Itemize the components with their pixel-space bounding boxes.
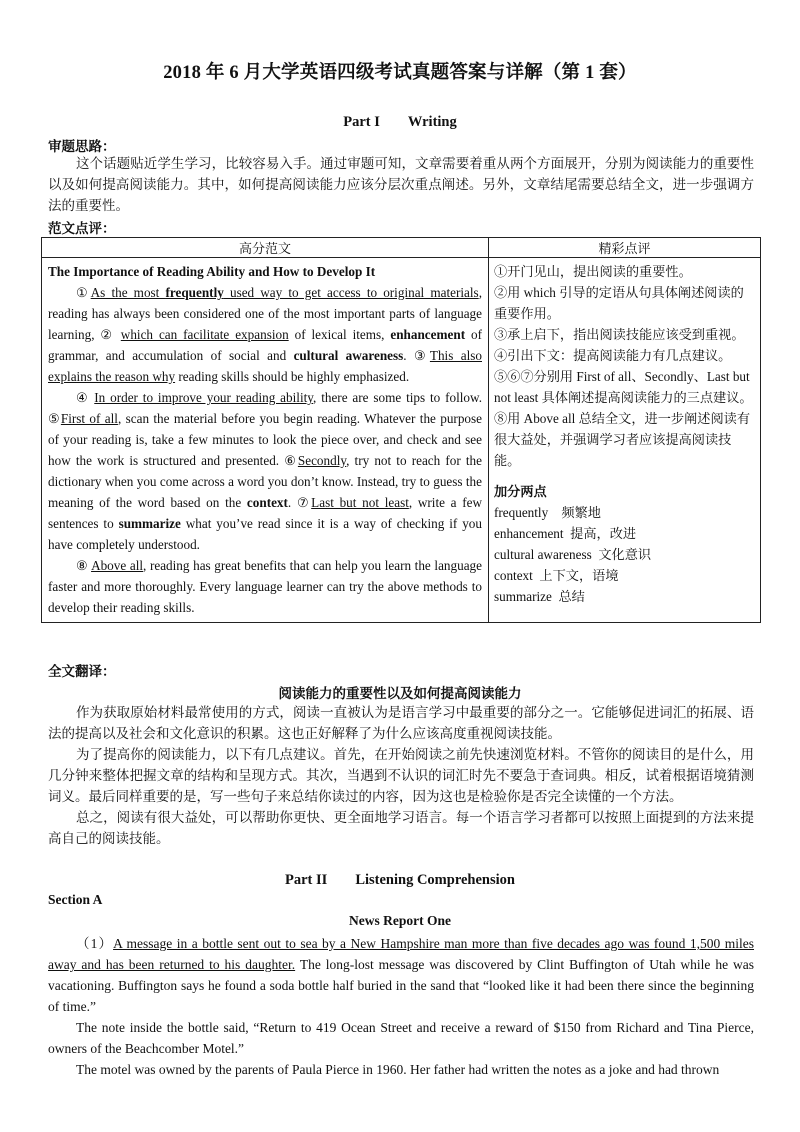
news-paragraph-3: The motel was owned by the parents of Paula Pierce in 1960. Her father had written the notes as a joke and had thrown bbox=[76, 1062, 720, 1077]
bonus-item bbox=[494, 565, 755, 586]
bold-word-frequently: frequently bbox=[165, 285, 224, 300]
bold-word-summarize: summarize bbox=[118, 516, 181, 531]
essay-paragraph-3 bbox=[48, 555, 482, 618]
comment-cell bbox=[489, 258, 761, 623]
document-title: 2018 年 6 月大学英语四级考试真题答案与详解（第 1 套） bbox=[163, 63, 637, 83]
marker-7: ⑦ bbox=[296, 495, 312, 510]
analysis-label: 审题思路： bbox=[48, 139, 116, 154]
underlined-phrase-8: Above all bbox=[91, 558, 144, 573]
marker-1: ① bbox=[76, 285, 91, 300]
part1-number: Part I bbox=[343, 114, 380, 130]
comment-column-header: 精彩点评 bbox=[489, 238, 761, 258]
underlined-phrase-4: In order to improve your reading ability bbox=[94, 390, 314, 405]
marker-3: ③ bbox=[413, 348, 430, 363]
bonus-term: cultural awareness bbox=[494, 547, 592, 562]
bonus-term: enhancement bbox=[494, 526, 564, 541]
comment-item: ①开门见山，提出阅读的重要性。 bbox=[494, 264, 692, 279]
bonus-meaning: 频繁地 bbox=[561, 505, 601, 520]
part1-name: Writing bbox=[407, 114, 457, 130]
marker-2: ② bbox=[100, 327, 115, 342]
bonus-meaning: 总结 bbox=[558, 589, 585, 604]
essay-text: of lexical items, bbox=[288, 327, 391, 342]
translation-title: 阅读能力的重要性以及如何提高阅读能力 bbox=[278, 686, 522, 701]
bonus-item bbox=[494, 544, 755, 565]
news-paragraph-2: The note inside the bottle said, “Return to 419 Ocean Street and receive a reward of $150 from Richard and Tina Pierce, owners of the Beachcomber Motel.” bbox=[48, 1020, 754, 1056]
part1-heading bbox=[0, 114, 800, 131]
part2-name: Listening Comprehension bbox=[355, 872, 515, 888]
essay-text: , reading has always been considered one of the most important parts of language learning, bbox=[48, 285, 482, 342]
news-report-title: News Report One bbox=[349, 913, 451, 928]
analysis-text: 这个话题贴近学生学习，比较容易入手。通过审题可知，文章需要着重从两个方面展开，分别为阅读能力的重要性以及如何提高阅读能力。其中，如何提高阅读能力应该分层次重点阐述。另外，文章结尾需要总结全文，进一步强调方法的重要性。 bbox=[48, 156, 754, 213]
bold-word-enhancement: enhancement bbox=[390, 327, 466, 342]
essay-text: , scan the material before you begin reading. Whatever the purpose of your reading is, take a few minutes to look the piece over, and check and see how the work is structured and presented. bbox=[48, 411, 482, 468]
essay-text: , write a few sentences to bbox=[48, 495, 483, 531]
marker-5: ⑤ bbox=[48, 411, 61, 426]
comment-item: ⑤⑥⑦分别用 First of all、Secondly、Last but not least 具体阐述提高阅读能力的三点建议。 bbox=[494, 369, 753, 405]
marker-6: ⑥ bbox=[284, 453, 298, 468]
underlined-phrase-1a: As the most bbox=[90, 285, 166, 300]
essay-text: , reading has great benefits that can help you learn the language faster and more thoroughly. Every language learner can try the above methods to develop their reading skills. bbox=[48, 558, 483, 615]
essay-text: , try not to reach for the dictionary when you come across a word you don’t know. Instead, try to guess the meaning of the word based on the bbox=[48, 453, 482, 510]
essay-column-header: 高分范文 bbox=[42, 238, 489, 258]
essay-text: reading skills should be highly emphasized. bbox=[175, 369, 410, 384]
translation-label: 全文翻译： bbox=[48, 664, 116, 679]
underlined-phrase-1c: used way to get access to original materials bbox=[223, 285, 479, 300]
comment-item: ③承上启下，指出阅读技能应该受到重视。 bbox=[494, 327, 745, 342]
bonus-label: 加分两点 bbox=[494, 484, 547, 499]
bold-word-context: context bbox=[246, 495, 288, 510]
bonus-item bbox=[494, 586, 755, 607]
comment-item: ⑧用 Above all 总结全文，进一步阐述阅读有很大益处，并强调学习者应该提高阅读技能。 bbox=[494, 411, 751, 468]
translation-paragraph-2: 为了提高你的阅读能力，以下有几点建议。首先，在开始阅读之前先快速浏览材料。不管你的阅读目的是什么，用几分钟来整体把握文章的结构和呈现方式。其次，当遇到不认识的词汇时先不要急于查词典。相反，试着根据语境猜测词义。最后同样重要的是，写一些句子来总结你读过的内容，因为这也是检验你是否完全读懂的一个方法。 bbox=[48, 747, 754, 804]
news-text: The long-lost message was discovered by Clint Buffington of Utah while he was vacationing. Buffington says he found a soda bottle half buried in the sand that “looked like it had been there since the beginning of time.” bbox=[48, 957, 754, 1014]
bonus-term: context bbox=[494, 568, 533, 583]
essay-paragraph-2 bbox=[48, 387, 482, 555]
essay-table bbox=[41, 237, 761, 623]
marker-8: ⑧ bbox=[76, 558, 89, 573]
essay-text: what you’ve read since it is a way of checking if you have completely understood. bbox=[48, 516, 482, 552]
bonus-item bbox=[494, 523, 755, 544]
underlined-phrase-6: Secondly bbox=[297, 453, 347, 468]
part2-number: Part II bbox=[285, 872, 328, 888]
marker-4: ④ bbox=[76, 390, 90, 405]
part2-heading bbox=[0, 872, 800, 889]
translation-paragraph-1: 作为获取原始材料最常使用的方式，阅读一直被认为是语言学习中最重要的部分之一。它能够促进词汇的拓展、语法的提高以及社会和文化意识的积累。这也正好解释了为什么应该高度重视阅读技能。 bbox=[48, 705, 754, 741]
review-label: 范文点评： bbox=[48, 221, 116, 236]
section-a-label: Section A bbox=[48, 892, 103, 907]
essay-text: . bbox=[287, 495, 297, 510]
bold-word-cultural-awareness: cultural awareness bbox=[293, 348, 404, 363]
underlined-phrase-3: This also explains the reason why bbox=[48, 348, 482, 384]
underlined-phrase-5: First of all bbox=[60, 411, 118, 426]
essay-title: The Importance of Reading Ability and How to Develop It bbox=[48, 264, 376, 279]
bonus-term: summarize bbox=[494, 589, 552, 604]
essay-text: , there are some tips to follow. bbox=[313, 390, 482, 405]
bonus-term: frequently bbox=[494, 505, 549, 520]
bonus-meaning: 上下文，语境 bbox=[539, 568, 619, 583]
comment-item: ④引出下文：提高阅读能力有几点建议。 bbox=[494, 348, 732, 363]
underlined-answer-sentence: A message in a bottle sent out to sea by a New Hampshire man more than five decades ago was found 1,500 miles away and has been returned to his daughter. bbox=[48, 936, 755, 972]
bonus-meaning: 提高，改进 bbox=[570, 526, 637, 541]
underlined-phrase-2: which can facilitate expansion bbox=[120, 327, 289, 342]
bonus-meaning: 文化意识 bbox=[598, 547, 652, 562]
news-paragraph-1 bbox=[48, 933, 754, 1017]
underlined-phrase-7: Last but not least bbox=[311, 495, 409, 510]
question-marker: （1） bbox=[76, 936, 114, 951]
bonus-item bbox=[494, 502, 755, 523]
translation-paragraph-3: 总之，阅读有很大益处，可以帮助你更快、更全面地学习语言。每一个语言学习者都可以按照上面提到的方法来提高自己的阅读技能。 bbox=[48, 810, 754, 846]
comment-item: ②用 which 引导的定语从句具体阐述阅读的重要作用。 bbox=[494, 285, 744, 321]
essay-text: . bbox=[403, 348, 414, 363]
essay-text: of grammar, and accumulation of social and bbox=[48, 327, 482, 363]
essay-cell bbox=[42, 258, 489, 623]
essay-paragraph-1 bbox=[48, 282, 482, 387]
